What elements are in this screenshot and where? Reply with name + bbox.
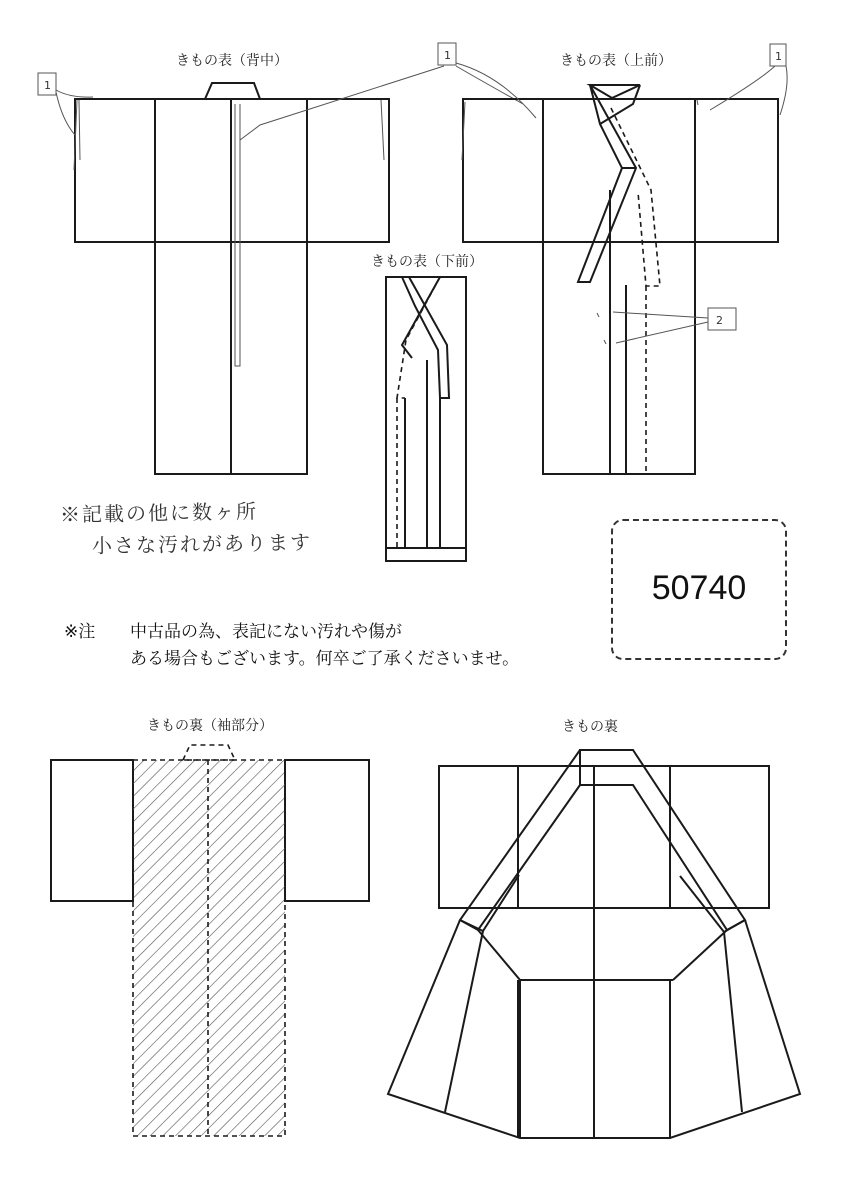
label-lower-front: きもの表（下前）: [371, 254, 483, 270]
item-code-box: [611, 519, 787, 660]
damage-tag-4-label: 2: [716, 314, 723, 327]
handwritten-note-line1: ※記載の他に数ヶ所: [59, 499, 259, 527]
damage-tag-3-label: 1: [775, 50, 782, 63]
kimono-lining-view: [388, 750, 800, 1138]
item-code: 50740: [651, 569, 747, 607]
kimono-back-view: [74, 83, 389, 474]
label-upper-front: きもの表（上前）: [560, 53, 672, 69]
label-back-front: きもの表（背中）: [176, 53, 288, 69]
damage-tag-2-label: 1: [444, 49, 451, 62]
notice-line2: ある場合もございます。何卒ご了承くださいませ。: [130, 649, 520, 669]
handwritten-note-line2: 小さな汚れがあります: [91, 530, 313, 558]
label-lining-sleeve: きもの裏（袖部分）: [147, 718, 273, 734]
damage-tag-1-label: 1: [44, 79, 51, 92]
kimono-lining-sleeve-view: [51, 745, 369, 1136]
notice-line1: 中古品の為、表記にない汚れや傷が: [130, 622, 402, 642]
notice-prefix: ※注: [64, 622, 96, 642]
kimono-lower-front-view: [386, 277, 466, 561]
label-lining: きもの裏: [562, 719, 618, 735]
kimono-upper-front-view: [462, 85, 778, 474]
